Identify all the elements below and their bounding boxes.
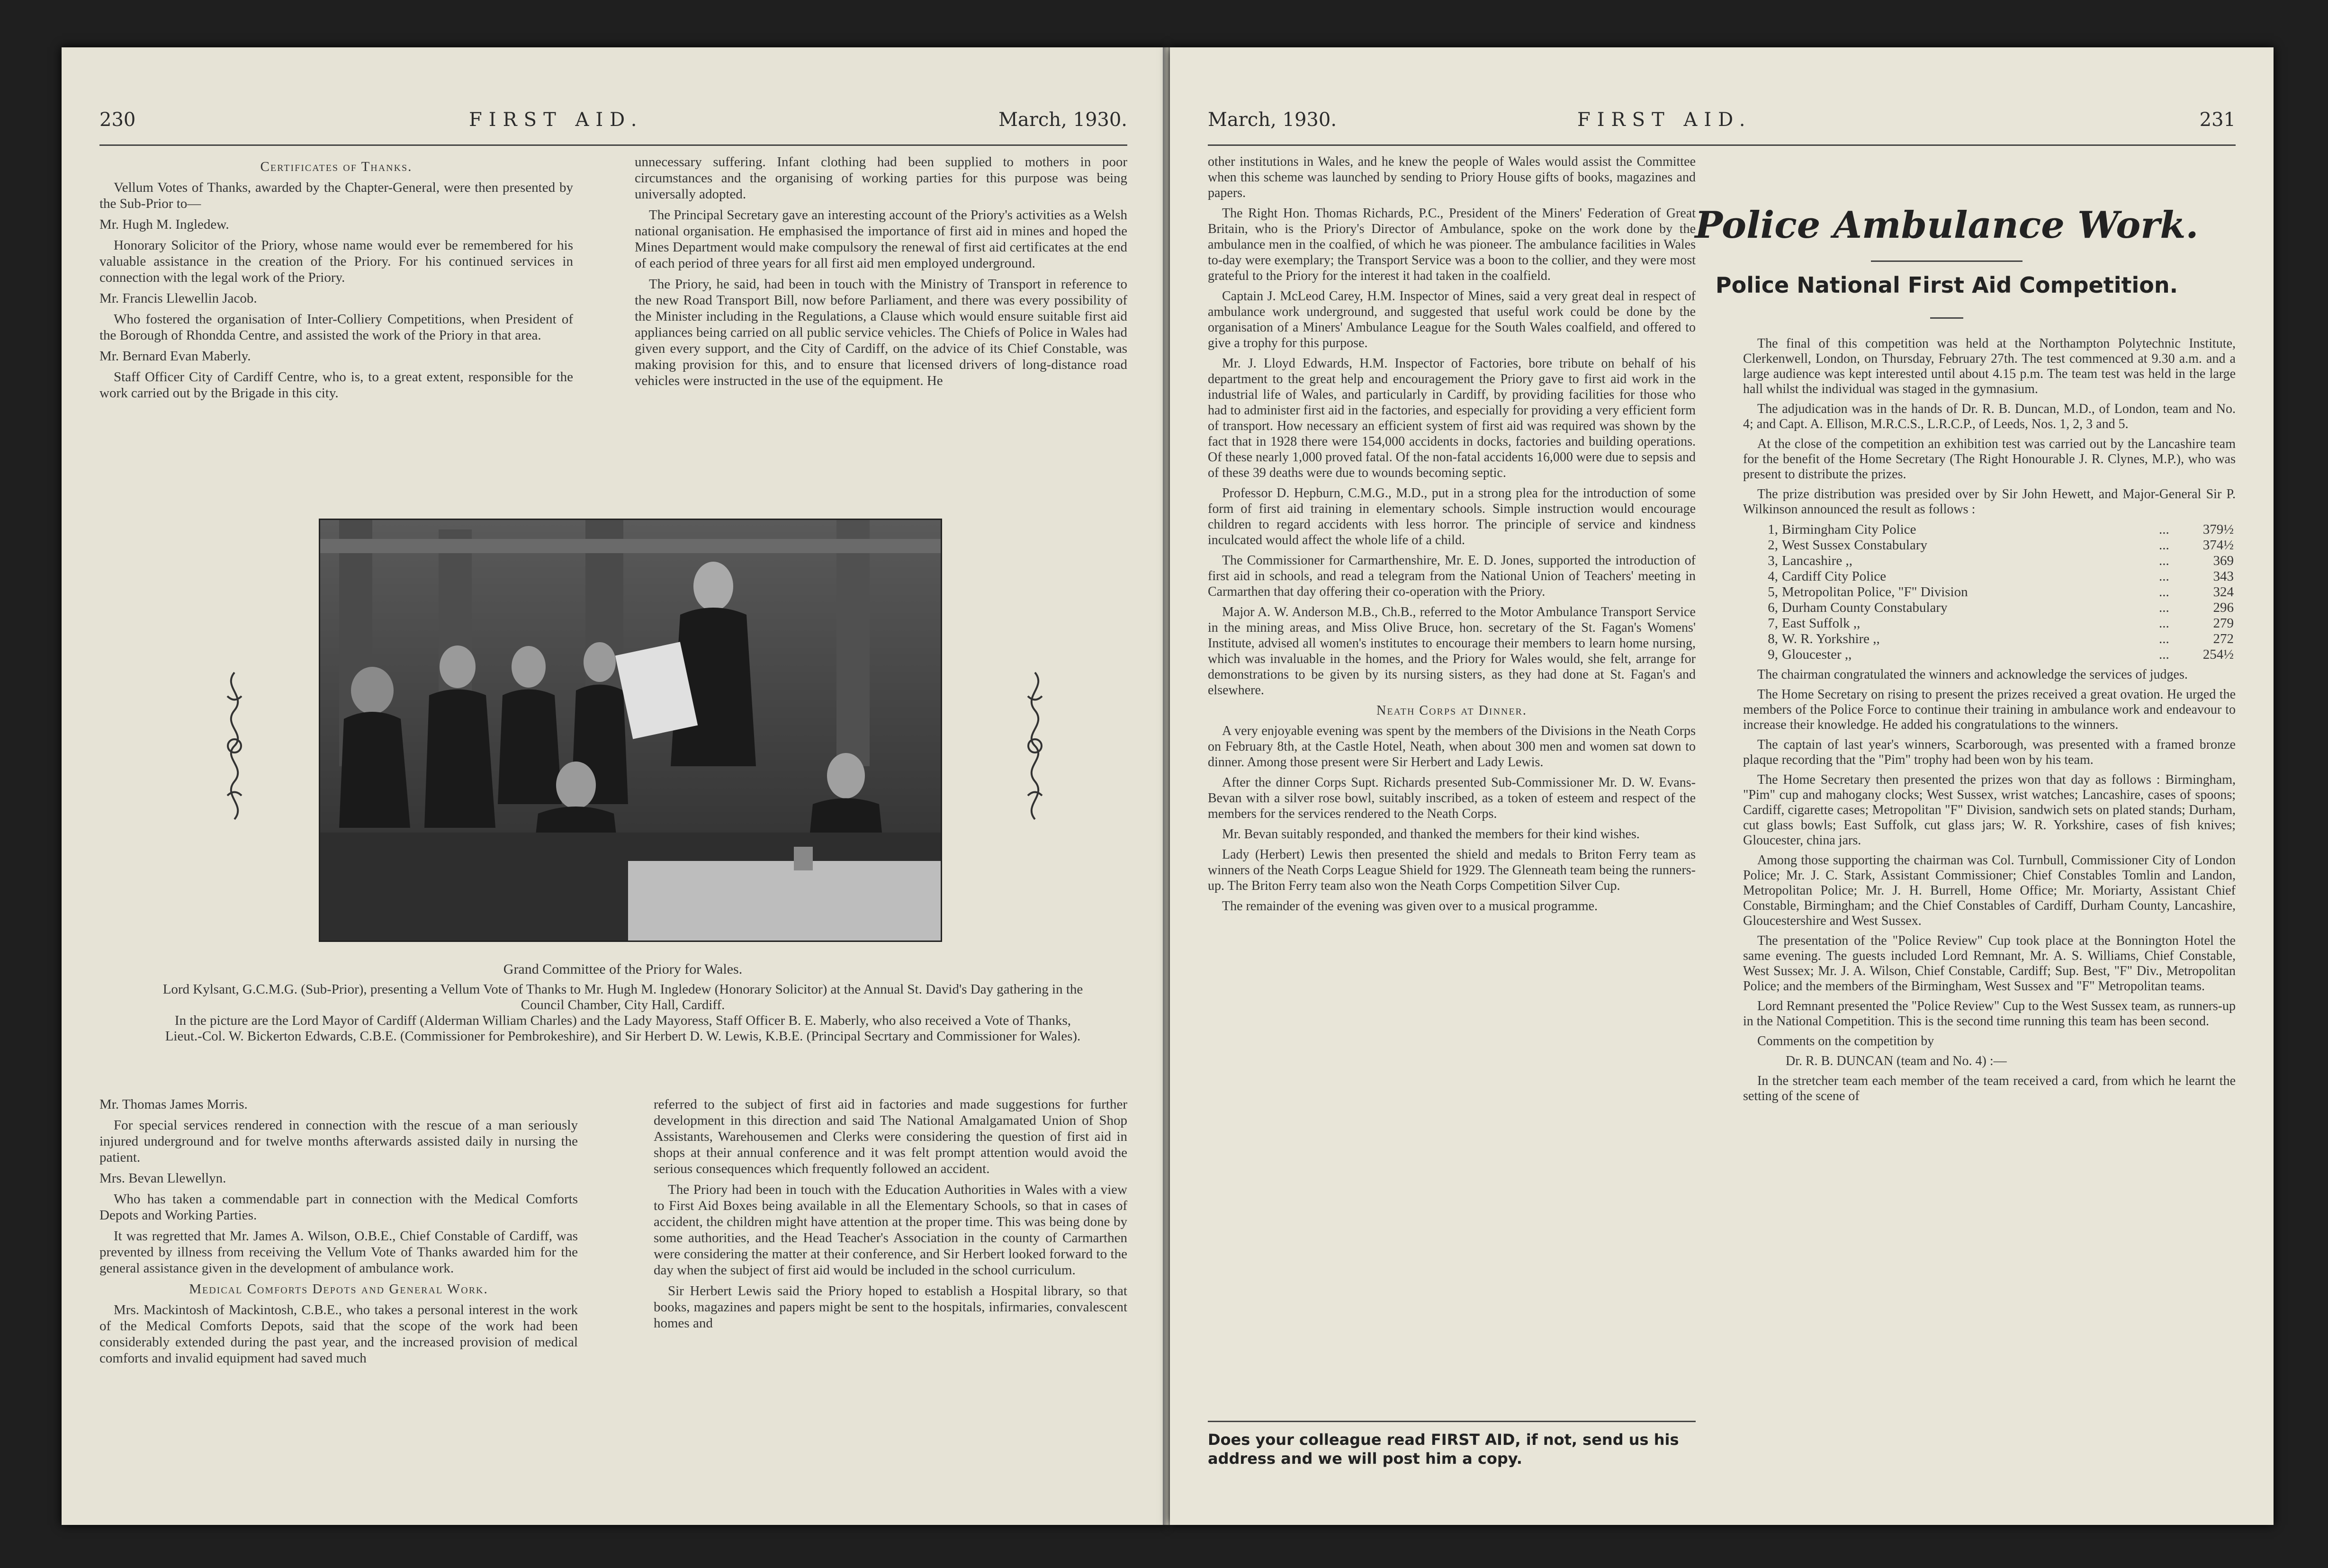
paragraph: Professor D. Hepburn, C.M.G., M.D., put in a strong plea for the introduction of some form of first aid training in elementary schools. Simple instruction would encourage children to regard accidents with less horror. The principle of service and kindness inculcated would affect the whole life of a child. (1208, 486, 1696, 547)
result-row (1743, 522, 2236, 538)
column-left (1208, 154, 1696, 919)
section-heading: Neath Corps at Dinner. (1376, 703, 1527, 718)
paragraph: Mr. J. Lloyd Edwards, H.M. Inspector of Factories, bore tribute on behalf of his department to the great help and encouragement the Priory gave to first aid work in the industrial life of Wales, and particularly in Cardiff, by providing facilities for those who had to administer first aid in the factories, and especially for providing a very efficient form of transport. How necessary an efficient system of first aid was required was shown by the fact that in 1928 there were 154,000 accidents in docks, factories and building operations. Of these nearly 1,000 proved fatal. Of the non-fatal accidents 16,000 were due to sepsis and of these 39 deaths were due to wounds becoming septic. (1208, 356, 1696, 480)
running-header-left (99, 104, 1127, 137)
result-team: Durham County Constabulary (1782, 600, 1948, 615)
result-rank: 7, (1768, 616, 1778, 631)
left-page (62, 47, 1165, 1525)
result-score: 279 (2213, 616, 2234, 631)
column-top-left (99, 154, 573, 406)
result-score: 379½ (2202, 522, 2234, 537)
result-score: 272 (2213, 631, 2234, 646)
paragraph: The Home Secretary then presented the prizes won that day as follows : Birmingham, "Pim" cup and mahogany clocks; West Sussex, wrist watches; Lancashire, cases of spoons; Cardiff, cigarette cases; Metropolitan "F" Division, sandwich sets on plated stands; Durham, cut glass bowls; East Suffolk, cut glass jars; W. R. Yorkshire, cases of fish knives; Gloucester, china jars. (1743, 772, 2236, 848)
result-score: 296 (2213, 600, 2234, 615)
column-bottom-left (99, 1096, 578, 1371)
result-row (1743, 600, 2236, 616)
header-rule (1208, 144, 2236, 146)
paragraph: After the dinner Corps Supt. Richards presented Sub-Commissioner Mr. D. W. Evans-Bevan with a silver rose bowl, suitably inscribed, as a token of esteem and respect of the members for the services rendered to the Neath Corps. (1208, 775, 1696, 821)
result-team: Cardiff City Police (1782, 569, 1887, 584)
paragraph: A very enjoyable evening was spent by the members of the Divisions in the Neath Corps on February 8th, at the Castle Hotel, Neath, when about 300 men and women sat down to dinner. Among those present were Sir Herbert and Lady Lewis. (1208, 724, 1696, 770)
paragraph: Dr. R. B. DUNCAN (team and No. 4) :— (1786, 1054, 2007, 1068)
paragraph: The Principal Secretary gave an interesting account of the Priory's activities as a Welsh national organisation. He emphasised the importance of first aid in mines and hoped the Mines Department would make compulsory the renewal of first aid certificates at the end of each period of three years for all first aid men employed underground. (635, 207, 1127, 271)
result-dots: ... (2159, 584, 2169, 600)
result-row (1743, 553, 2236, 569)
result-row (1743, 584, 2236, 600)
result-row (1743, 616, 2236, 631)
result-row (1743, 569, 2236, 584)
result-score: 374½ (2202, 538, 2234, 553)
result-dots: ... (2159, 569, 2169, 584)
column-right (1743, 336, 2236, 1109)
section-title: Police Ambulance Work. (1695, 204, 2199, 247)
paragraph: The chairman congratulated the winners and acknowledge the services of judges. (1757, 667, 2188, 682)
issue-date: March, 1930. (1208, 109, 1337, 131)
page-number: 231 (2199, 109, 2236, 131)
result-score: 324 (2213, 584, 2234, 600)
result-score: 343 (2213, 569, 2234, 584)
result-dots: ... (2159, 600, 2169, 615)
result-rank: 1, (1768, 522, 1778, 537)
caption-text: Lord Kylsant, G.C.M.G. (Sub-Prior), presenting a Vellum Vote of Thanks to Mr. Hugh M. Ingledew (Honorary Solicitor) at the Annual St. David's Day gathering in the Council Chamber, City Hall, Cardiff. (162, 982, 1083, 1012)
paragraph: At the close of the competition an exhibition test was carried out by the Lancashire team for the benefit of the Home Secretary (The Right Honourable J. R. Clynes, M.P.), who was present to distribute the prizes. (1743, 437, 2236, 482)
right-page (1170, 47, 2274, 1525)
article-title: Police National First Aid Competition. (1715, 272, 2178, 298)
result-score: 254½ (2202, 647, 2234, 662)
recipient-name: Mr. Bernard Evan Maberly. (99, 349, 251, 364)
result-dots: ... (2159, 631, 2169, 646)
result-dots: ... (2159, 553, 2169, 568)
paragraph: The captain of last year's winners, Scarborough, was presented with a framed bronze plaque recording that the "Pim" trophy had been won by his team. (1743, 737, 2236, 767)
result-rank: 4, (1768, 569, 1778, 584)
paragraph: Mrs. Mackintosh of Mackintosh, C.B.E., who takes a personal interest in the work of the Medical Comforts Depots, said that the scope of the work had been considerably extended during the past year, and the increased provision of medical comforts and invalid equipment had saved much (99, 1302, 578, 1366)
result-rank: 3, (1768, 553, 1778, 568)
result-dots: ... (2159, 522, 2169, 537)
paragraph: For special services rendered in connection with the rescue of a man seriously injured underground and for twelve months afterwards assisted daily in nursing the patient. (99, 1118, 578, 1165)
paragraph: Who has taken a commendable part in connection with the Medical Comforts Depots and Working Parties. (99, 1192, 578, 1223)
caption-title: Grand Committee of the Priory for Wales. (503, 961, 743, 977)
subscription-advert: Does your colleague read FIRST AID, if not, send us his address and we will post him a copy. (1208, 1431, 1679, 1468)
scroll-ornament-right (1018, 668, 1052, 824)
photo-caption (156, 961, 1089, 1044)
advert-rule (1208, 1421, 1696, 1422)
result-rank: 2, (1768, 538, 1778, 553)
paragraph: unnecessary suffering. Infant clothing had been supplied to mothers in poor circumstances and the organising of working parties for this purpose was being universally adopted. (635, 154, 1127, 202)
paragraph: The Right Hon. Thomas Richards, P.C., President of the Miners' Federation of Great Britain, who is the Priory's Director of Ambulance, spoke on the work done by the ambulance men in the coalfied, of which he was pioneer. The ambulance facilities in Wales to-day were exemplary; the Transport Service was a boon to the collier, and they were most grateful to the Priory for the interest it had taken in the coalfield. (1208, 206, 1696, 283)
caption-text: In the picture are the Lord Mayor of Cardiff (Alderman William Charles) and the Lady Mayoress, Staff Officer B. E. Maberly, who also received a Vote of Thanks, Lieut.-Col. W. Bickerton Edwards, C.B.E. (Commissioner for Pembrokeshire), and Sir Herbert D. W. Lewis, K.B.E. (Principal Secrtary and Commissioner for Wales). (165, 1013, 1081, 1044)
scroll-ornament-left (218, 668, 251, 824)
paragraph: The remainder of the evening was given over to a musical programme. (1222, 899, 1598, 914)
paragraph: The Priory had been in touch with the Education Authorities in Wales with a view to First Aid Boxes being available in all the Elementary Schools, so that in cases of accident, the children might have attention at the proper time. This was being done by some authorities, and the Head Teacher's Association in the county of Carmarthen were considering the matter at their conference, and Sir Herbert looked forward to the day when the subject of first aid would be included in the school curriculum. (654, 1182, 1127, 1278)
result-dots: ... (2159, 538, 2169, 553)
result-row (1743, 631, 2236, 647)
result-team: East Suffolk ,, (1782, 616, 1861, 631)
section-heading: Medical Comforts Depots and General Work. (189, 1281, 488, 1297)
column-top-right (635, 154, 1127, 394)
result-team: West Sussex Constabulary (1782, 538, 1927, 553)
result-team: W. R. Yorkshire ,, (1782, 631, 1880, 646)
paragraph: The presentation of the "Police Review" Cup took place at the Bonnington Hotel the same evening. The guests included Lord Remnant, Mr. A. S. Williams, Chief Constable, West Sussex; Mr. J. A. Wilson, Chief Constable, Cardiff; Sup. Best, "F" Div., Metropolitan Police; and the members of the Birmingham, West Sussex and "F" Metropolitan teams. (1743, 933, 2236, 994)
paragraph: Vellum Votes of Thanks, awarded by the Chapter-General, were then presented by the Sub-Prior to— (99, 180, 573, 211)
paragraph: Captain J. McLeod Carey, H.M. Inspector of Mines, said a very great deal in respect of ambulance work underground, and suggested that useful work could be done by the organisation of a Miners' Ambulance League for the South Wales coalfield, and offered to give a trophy for this purpose. (1208, 289, 1696, 350)
result-rank: 6, (1768, 600, 1778, 615)
recipient-name: Mr. Francis Llewellin Jacob. (99, 291, 257, 306)
result-team: Birmingham City Police (1782, 522, 1916, 537)
running-header-right (1208, 104, 2236, 137)
paragraph: Mr. Bevan suitably responded, and thanked the members for their kind wishes. (1222, 827, 1640, 842)
result-rank: 8, (1768, 631, 1778, 646)
magazine-title: FIRST AID. (1577, 109, 1752, 131)
paragraph: Honorary Solicitor of the Priory, whose name would ever be remembered for his valuable assistance in the creation of the Priory. For his continued services in connection with the legal work of the Priory. (99, 238, 573, 285)
paragraph: Comments on the competition by (1757, 1034, 1934, 1048)
title-dash (1930, 317, 1963, 319)
paragraph: Staff Officer City of Cardiff Centre, who is, to a great extent, responsible for the work carried out by the Brigade in this city. (99, 369, 573, 401)
paragraph: The prize distribution was presided over by Sir John Hewett, and Major-General Sir P. Wilkinson announced the result as follows : (1743, 487, 2236, 517)
result-score: 369 (2213, 553, 2234, 568)
section-heading: Certificates of Thanks. (260, 159, 413, 174)
result-team: Metropolitan Police, "F" Division (1782, 584, 1968, 600)
paragraph: Sir Herbert Lewis said the Priory hoped to establish a Hospital library, so that books, magazines and papers might be sent to the hospitals, infirmaries, convalescent homes and (654, 1283, 1127, 1331)
result-dots: ... (2159, 616, 2169, 631)
result-row (1743, 538, 2236, 553)
paragraph: In the stretcher team each member of the team received a card, from which he learnt the setting of the scene of (1743, 1074, 2236, 1103)
paragraph: referred to the subject of first aid in factories and made suggestions for further development in this direction and said The National Amalgamated Union of Shop Assistants, Warehousemen and Clerks were considering the question of first aid in shops at their annual conference and it was felt prompt attention would avoid the serious consequences which frequently followed an accident. (654, 1097, 1127, 1176)
column-bottom-right (654, 1096, 1127, 1336)
paragraph: Who fostered the organisation of Inter-Colliery Competitions, when President of the Borough of Rhondda Centre, and assisted the work of the Priory in that area. (99, 312, 573, 343)
recipient-name: Mrs. Bevan Llewellyn. (99, 1171, 226, 1186)
page-number: 230 (99, 109, 136, 131)
result-row (1743, 647, 2236, 663)
results-table (1743, 522, 2236, 663)
recipient-name: Mr. Thomas James Morris. (99, 1097, 248, 1112)
title-rule (1871, 260, 2022, 262)
header-rule (99, 144, 1127, 146)
paragraph: Major A. W. Anderson M.B., Ch.B., referred to the Motor Ambulance Transport Service in the mining areas, and Miss Olive Bruce, hon. secretary of the St. Fagan's Womens' Institute, advised all women's institutes to encourage their members to learn home nursing, which was invaluable in the homes, and the Priory for Wales would, she felt, arrange for demonstrations to be given by its nursing sisters, as they had done at St. Fagan's and elsewhere. (1208, 605, 1696, 698)
paragraph: other institutions in Wales, and he knew the people of Wales would assist the Committee when this scheme was launched by sending to Priory House gifts of books, magazines and papers. (1208, 154, 1696, 200)
paragraph: The Priory, he said, had been in touch with the Ministry of Transport in reference to the new Road Transport Bill, now before Parliament, and there was every possibility of the Minister including in the Regulations, a Clause which would ensure suitable first aid appliances being carried on all public service vehicles. The Chiefs of Police in Wales had given every support, and the City of Cardiff, on the advice of its Chief Constable, was making provision for this, and to ensure that licensed drivers of long-distance road vehicles were instructed in the use of the equipment. He (635, 277, 1127, 388)
paragraph: Lady (Herbert) Lewis then presented the shield and medals to Briton Ferry team as winners of the Neath Corps League Shield for 1929. The Glenneath team being the runners-up. The Briton Ferry team also won the Neath Corps Competition Silver Cup. (1208, 847, 1696, 893)
recipient-name: Mr. Hugh M. Ingledew. (99, 217, 229, 232)
result-team: Gloucester ,, (1782, 647, 1852, 662)
issue-date: March, 1930. (998, 109, 1127, 131)
result-team: Lancashire ,, (1782, 553, 1852, 568)
committee-photograph (319, 519, 942, 942)
paragraph: Among those supporting the chairman was Col. Turnbull, Commissioner City of London Police; Mr. J. C. Stark, Assistant Commissioner; Chief Constables Tomlin and Landon, Metropolitan Police; Mr. J. H. Burrell, Home Office; Mr. Moriarty, Assistant Chief Constable, Birmingham; and the Chief Constables of Cardiff, Durham County, Lancashire, Gloucestershire and West Sussex. (1743, 853, 2236, 928)
result-rank: 9, (1768, 647, 1778, 662)
result-dots: ... (2159, 647, 2169, 662)
paragraph: The final of this competition was held at the Northampton Polytechnic Institute, Clerkenwell, London, on Thursday, February 27th. The test commenced at 9.30 a.m. and a large audience was kept interested until about 4.15 p.m. The team test was held in the large hall whilst the individual was staged in the gymnasium. (1743, 336, 2236, 396)
paragraph: The Home Secretary on rising to present the prizes received a great ovation. He urged the members of the Police Force to continue their training in ambulance work and endeavour to increase their knowledge. He added his congratulations to the winners. (1743, 687, 2236, 732)
paragraph: The Commissioner for Carmarthenshire, Mr. E. D. Jones, supported the introduction of first aid in schools, and read a telegram from the National Union of Teachers' meeting in Carmarthen that day offering their co-operation with the Priory. (1208, 553, 1696, 599)
result-rank: 5, (1768, 584, 1778, 600)
magazine-title: FIRST AID. (469, 109, 644, 131)
paragraph: The adjudication was in the hands of Dr. R. B. Duncan, M.D., of London, team and No. 4; and Capt. A. Ellison, M.R.C.S., L.R.C.P., of Leeds, Nos. 1, 2, 3 and 5. (1743, 402, 2236, 431)
paragraph: It was regretted that Mr. James A. Wilson, O.B.E., Chief Constable of Cardiff, was prevented by illness from receiving the Vellum Vote of Thanks awarded him for the general assistance given in the development of ambulance work. (99, 1228, 578, 1276)
paragraph: Lord Remnant presented the "Police Review" Cup to the West Sussex team, as runners-up in the National Competition. This is the second time running this team has been second. (1743, 999, 2236, 1029)
